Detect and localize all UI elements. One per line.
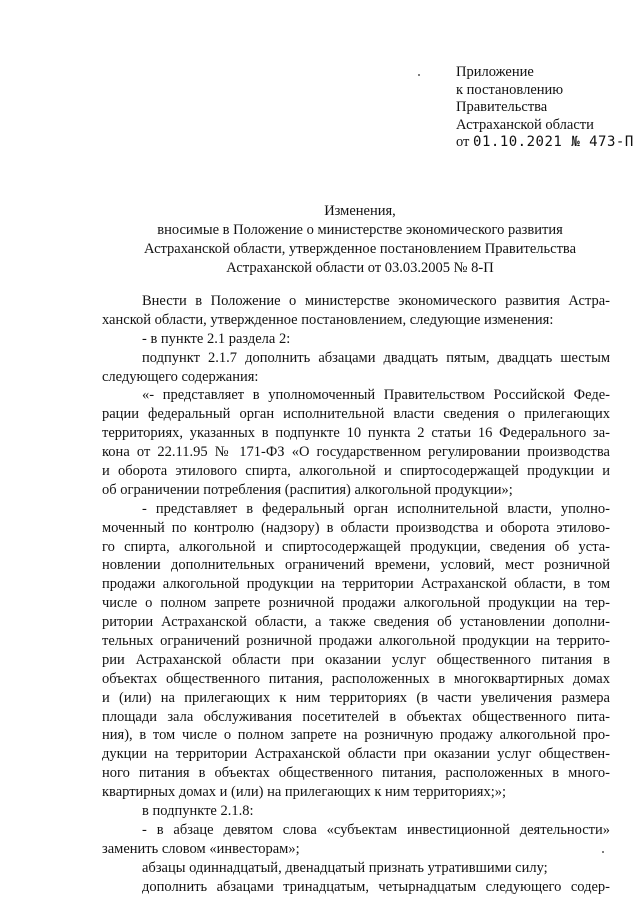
body-line: новлении дополнительных ограничений времени, условий, мест розничной bbox=[102, 557, 610, 574]
date-number: 01.10.2021 № 473-П bbox=[473, 134, 634, 150]
body-line: об ограничении потребления (распития) алкогольной продукции»; bbox=[102, 481, 513, 498]
title-heading: Изменения, bbox=[324, 203, 396, 219]
body-line: - в пункте 2.1 раздела 2: bbox=[142, 330, 291, 347]
body-line: - в абзаце девятом слова «субъектам инвестиционной деятельности» bbox=[142, 821, 610, 838]
appendix-line: к постановлению bbox=[456, 81, 564, 98]
body-line: дополнить абзацами тринадцатым, четырнадцатым следующего содер- bbox=[142, 878, 610, 895]
body-line: го спирта, алкогольной и спиртосодержащей продукции, сведения об уста- bbox=[102, 538, 610, 555]
appendix-date-line bbox=[456, 134, 634, 152]
body-line: объектах общественного питания, расположенных в многоквартирных домах bbox=[102, 670, 610, 687]
body-line: ханской области, утвержденное постановлением, следующие изменения: bbox=[102, 311, 554, 328]
title-line: Астраханской области, утвержденное постановлением Правительства bbox=[143, 241, 577, 257]
body-line: ного питания в объектах общественного питания, расположенных в много- bbox=[102, 765, 610, 782]
body-line: квартирных домах и (или) на прилегающих к ним территориях;»; bbox=[102, 784, 507, 801]
body-line: территориях, указанных в подпункте 10 пункта 2 статьи 16 Федерального за- bbox=[102, 425, 610, 442]
date-prefix: от bbox=[456, 134, 470, 150]
scan-speck bbox=[418, 74, 420, 76]
appendix-line: Приложение bbox=[456, 64, 534, 80]
body-line: рации федеральный орган исполнительной власти сведения о прилегающих bbox=[102, 406, 610, 423]
body-line: заменить словом «инвесторам»; bbox=[102, 840, 300, 857]
body-line: и оборота этилового спирта, алкогольной и спиртосодержащей продукции и bbox=[102, 463, 610, 480]
body-line: и (или) на прилегающих к ним территориях (в части увеличения размера bbox=[102, 689, 610, 706]
title-block bbox=[60, 202, 640, 278]
scan-speck bbox=[602, 851, 604, 853]
body-line: рии Астраханской области при оказании услуг общественного питания в bbox=[102, 651, 610, 668]
appendix-block bbox=[456, 64, 634, 152]
body-line: «- представляет в уполномоченный Правительством Российской Феде- bbox=[142, 387, 610, 404]
body-line: ния), в том числе о полном запрете на розничную продажу алкогольной про- bbox=[102, 727, 610, 744]
body-line: ритории Астраханской области, а также сведения об установлении дополни- bbox=[102, 614, 610, 631]
appendix-line: Астраханской области bbox=[456, 116, 594, 133]
body-line: моченный по контролю (надзору) в области производства и оборота этилово- bbox=[102, 519, 610, 536]
body-line: - представляет в федеральный орган исполнительной власти, уполно- bbox=[142, 500, 610, 517]
body-text bbox=[102, 292, 610, 897]
body-line: дукции на территории Астраханской области при оказании услуг обществен- bbox=[102, 746, 610, 763]
appendix-line: Правительства bbox=[456, 99, 548, 115]
body-line: подпункт 2.1.7 дополнить абзацами двадцать пятым, двадцать шестым bbox=[142, 349, 610, 366]
title-line: Астраханской области от 03.03.2005 № 8-П bbox=[226, 260, 494, 276]
title-line: вносимые в Положение о министерстве экономического развития bbox=[157, 222, 563, 238]
body-line: кона от 22.11.95 № 171-ФЗ «О государственном регулировании производства bbox=[102, 444, 610, 461]
body-line: в подпункте 2.1.8: bbox=[142, 803, 254, 820]
body-line: тельных ограничений розничной продажи алкогольной продукции на террито- bbox=[102, 633, 610, 650]
body-line: числе о полном запрете розничной продажи алкогольной продукции на тер- bbox=[102, 595, 610, 612]
body-line: абзацы одиннадцатый, двенадцатый признать утратившими силу; bbox=[142, 859, 548, 876]
body-line: Внести в Положение о министерстве экономического развития Астра- bbox=[142, 293, 610, 309]
body-line: площади зала обслуживания посетителей в объектах общественного пита- bbox=[102, 708, 610, 725]
body-line: следующего содержания: bbox=[102, 368, 259, 385]
body-line: продажи алкогольной продукции на территории Астраханской области, в том bbox=[102, 576, 610, 593]
